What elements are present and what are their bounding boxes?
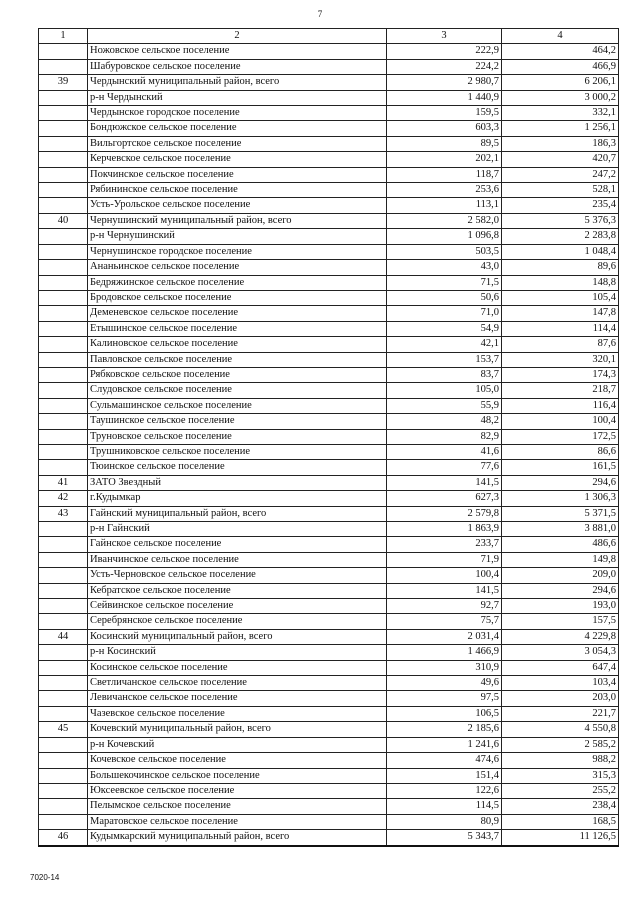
- table-row: [39, 106, 619, 121]
- table-row: [39, 568, 619, 583]
- value-col-4: 172,5: [502, 429, 619, 444]
- value-col-3: 253,6: [387, 183, 502, 198]
- territory-name: Керчевское сельское поселение: [88, 152, 387, 167]
- value-col-3: 141,5: [387, 583, 502, 598]
- table-row: [39, 583, 619, 598]
- value-col-3: 55,9: [387, 398, 502, 413]
- value-col-4: 647,4: [502, 660, 619, 675]
- value-col-4: 294,6: [502, 475, 619, 490]
- value-col-3: 114,5: [387, 799, 502, 814]
- value-col-4: 87,6: [502, 337, 619, 352]
- value-col-4: 105,4: [502, 290, 619, 305]
- value-col-3: 474,6: [387, 753, 502, 768]
- value-col-4: 1 048,4: [502, 244, 619, 259]
- value-col-3: 43,0: [387, 260, 502, 275]
- row-number: [39, 783, 88, 798]
- value-col-3: 100,4: [387, 568, 502, 583]
- territory-name: Трушниковское сельское поселение: [88, 444, 387, 459]
- territory-name: Павловское сельское поселение: [88, 352, 387, 367]
- table-row: [39, 121, 619, 136]
- table-row: [39, 552, 619, 567]
- table-row: [39, 768, 619, 783]
- table-row: [39, 537, 619, 552]
- table-row: [39, 753, 619, 768]
- header-col-1: 1: [39, 29, 88, 44]
- row-number: [39, 583, 88, 598]
- value-col-3: 71,0: [387, 306, 502, 321]
- value-col-4: 2 283,8: [502, 229, 619, 244]
- table-row: [39, 275, 619, 290]
- territory-name: Ножовское сельское поселение: [88, 44, 387, 59]
- value-col-3: 224,2: [387, 59, 502, 74]
- territory-name: р-н Чернушинский: [88, 229, 387, 244]
- table-body: [39, 44, 619, 846]
- row-number: [39, 568, 88, 583]
- table-row: [39, 691, 619, 706]
- table-row: [39, 460, 619, 475]
- value-col-4: 294,6: [502, 583, 619, 598]
- value-col-4: 5 371,5: [502, 506, 619, 521]
- territory-name: Юксеевское сельское поселение: [88, 783, 387, 798]
- value-col-3: 627,3: [387, 491, 502, 506]
- table-row: [39, 229, 619, 244]
- table-row: [39, 136, 619, 151]
- value-col-3: 2 185,6: [387, 722, 502, 737]
- value-col-3: 603,3: [387, 121, 502, 136]
- value-col-3: 153,7: [387, 352, 502, 367]
- territory-name: Светличанское сельское поселение: [88, 676, 387, 691]
- value-col-4: 5 376,3: [502, 213, 619, 228]
- table-row: [39, 614, 619, 629]
- value-col-4: 255,2: [502, 783, 619, 798]
- territory-name: р-н Чердынский: [88, 90, 387, 105]
- row-number: 43: [39, 506, 88, 521]
- table-row: [39, 244, 619, 259]
- table-row: [39, 522, 619, 537]
- table-row: [39, 676, 619, 691]
- value-col-3: 2 579,8: [387, 506, 502, 521]
- table-row: [39, 152, 619, 167]
- territory-name: Труновское сельское поселение: [88, 429, 387, 444]
- table-row: [39, 506, 619, 521]
- value-col-4: 116,4: [502, 398, 619, 413]
- value-col-3: 2 582,0: [387, 213, 502, 228]
- table-row: [39, 367, 619, 382]
- value-col-4: 221,7: [502, 706, 619, 721]
- table-row: [39, 645, 619, 660]
- row-number: [39, 290, 88, 305]
- territory-name: Слудовское сельское поселение: [88, 383, 387, 398]
- value-col-4: 4 229,8: [502, 629, 619, 644]
- value-col-3: 2 980,7: [387, 75, 502, 90]
- territory-name: Кочевский муниципальный район, всего: [88, 722, 387, 737]
- value-col-3: 233,7: [387, 537, 502, 552]
- footer-code: 7020-14: [30, 873, 60, 882]
- value-col-4: 174,3: [502, 367, 619, 382]
- territory-name: Бродовское сельское поселение: [88, 290, 387, 305]
- value-col-4: 466,9: [502, 59, 619, 74]
- value-col-3: 41,6: [387, 444, 502, 459]
- territory-name: Бондюжское сельское поселение: [88, 121, 387, 136]
- value-col-4: 100,4: [502, 414, 619, 429]
- table-row: [39, 429, 619, 444]
- table-row: [39, 398, 619, 413]
- row-number: [39, 183, 88, 198]
- territory-name: Етышинское сельское поселение: [88, 321, 387, 336]
- value-col-4: 1 306,3: [502, 491, 619, 506]
- value-col-4: 464,2: [502, 44, 619, 59]
- row-number: [39, 814, 88, 829]
- value-col-3: 1 466,9: [387, 645, 502, 660]
- table-row: [39, 337, 619, 352]
- row-number: [39, 59, 88, 74]
- value-col-3: 77,6: [387, 460, 502, 475]
- row-number: [39, 429, 88, 444]
- table-row: [39, 383, 619, 398]
- territory-name: Кочевское сельское поселение: [88, 753, 387, 768]
- value-col-4: 186,3: [502, 136, 619, 151]
- row-number: [39, 768, 88, 783]
- territory-name: Косинское сельское поселение: [88, 660, 387, 675]
- table-row: [39, 783, 619, 798]
- data-table: [38, 28, 619, 847]
- table-row: [39, 599, 619, 614]
- value-col-3: 48,2: [387, 414, 502, 429]
- value-col-3: 122,6: [387, 783, 502, 798]
- table-row: [39, 830, 619, 846]
- territory-name: Кебратское сельское поселение: [88, 583, 387, 598]
- value-col-4: 11 126,5: [502, 830, 619, 846]
- value-col-3: 159,5: [387, 106, 502, 121]
- value-col-4: 528,1: [502, 183, 619, 198]
- value-col-3: 71,9: [387, 552, 502, 567]
- table-row: [39, 90, 619, 105]
- value-col-4: 193,0: [502, 599, 619, 614]
- territory-name: Сейвинское сельское поселение: [88, 599, 387, 614]
- territory-name: Тюинское сельское поселение: [88, 460, 387, 475]
- row-number: 40: [39, 213, 88, 228]
- territory-name: Рябковское сельское поселение: [88, 367, 387, 382]
- territory-name: р-н Гайнский: [88, 522, 387, 537]
- territory-name: Таушинское сельское поселение: [88, 414, 387, 429]
- value-col-3: 1 096,8: [387, 229, 502, 244]
- value-col-4: 203,0: [502, 691, 619, 706]
- row-number: [39, 691, 88, 706]
- table-row: [39, 491, 619, 506]
- row-number: [39, 198, 88, 213]
- territory-name: Пелымское сельское поселение: [88, 799, 387, 814]
- territory-name: Усть-Черновское сельское поселение: [88, 568, 387, 583]
- row-number: 46: [39, 830, 88, 846]
- row-number: [39, 398, 88, 413]
- value-col-3: 118,7: [387, 167, 502, 182]
- table-row: [39, 629, 619, 644]
- row-number: [39, 152, 88, 167]
- row-number: [39, 599, 88, 614]
- row-number: 44: [39, 629, 88, 644]
- territory-name: Бедряжинское сельское поселение: [88, 275, 387, 290]
- territory-name: Чернушинский муниципальный район, всего: [88, 213, 387, 228]
- territory-name: Косинский муниципальный район, всего: [88, 629, 387, 644]
- header-col-2: 2: [88, 29, 387, 44]
- value-col-3: 80,9: [387, 814, 502, 829]
- territory-name: р-н Косинский: [88, 645, 387, 660]
- table-row: [39, 59, 619, 74]
- value-col-3: 151,4: [387, 768, 502, 783]
- value-col-3: 75,7: [387, 614, 502, 629]
- value-col-3: 97,5: [387, 691, 502, 706]
- territory-name: р-н Кочевский: [88, 737, 387, 752]
- table-row: [39, 799, 619, 814]
- value-col-4: 168,5: [502, 814, 619, 829]
- territory-name: Серебрянское сельское поселение: [88, 614, 387, 629]
- row-number: 45: [39, 722, 88, 737]
- territory-name: Сульмашинское сельское поселение: [88, 398, 387, 413]
- row-number: [39, 136, 88, 151]
- row-number: [39, 275, 88, 290]
- row-number: [39, 352, 88, 367]
- row-number: [39, 645, 88, 660]
- territory-name: Деменевское сельское поселение: [88, 306, 387, 321]
- value-col-3: 83,7: [387, 367, 502, 382]
- row-number: [39, 44, 88, 59]
- territory-name: Усть-Урольское сельское поселение: [88, 198, 387, 213]
- value-col-3: 105,0: [387, 383, 502, 398]
- value-col-3: 2 031,4: [387, 629, 502, 644]
- row-number: 42: [39, 491, 88, 506]
- value-col-3: 1 241,6: [387, 737, 502, 752]
- row-number: [39, 460, 88, 475]
- table-row: [39, 306, 619, 321]
- value-col-4: 486,6: [502, 537, 619, 552]
- value-col-4: 3 000,2: [502, 90, 619, 105]
- value-col-4: 148,8: [502, 275, 619, 290]
- page-number: 7: [317, 9, 323, 19]
- row-number: [39, 799, 88, 814]
- value-col-4: 315,3: [502, 768, 619, 783]
- table-row: [39, 321, 619, 336]
- table-header-row: [39, 29, 619, 44]
- value-col-3: 141,5: [387, 475, 502, 490]
- territory-name: Гайнский муниципальный район, всего: [88, 506, 387, 521]
- value-col-3: 1 440,9: [387, 90, 502, 105]
- row-number: [39, 706, 88, 721]
- value-col-3: 50,6: [387, 290, 502, 305]
- row-number: [39, 737, 88, 752]
- table-row: [39, 352, 619, 367]
- row-number: [39, 167, 88, 182]
- row-number: [39, 444, 88, 459]
- row-number: [39, 306, 88, 321]
- territory-name: Вильгортское сельское поселение: [88, 136, 387, 151]
- table-row: [39, 737, 619, 752]
- value-col-3: 49,6: [387, 676, 502, 691]
- value-col-4: 149,8: [502, 552, 619, 567]
- row-number: [39, 614, 88, 629]
- header-col-3: 3: [387, 29, 502, 44]
- table-row: [39, 198, 619, 213]
- value-col-4: 235,4: [502, 198, 619, 213]
- territory-name: Чернушинское городское поселение: [88, 244, 387, 259]
- table-row: [39, 290, 619, 305]
- value-col-4: 114,4: [502, 321, 619, 336]
- row-number: [39, 321, 88, 336]
- row-number: 41: [39, 475, 88, 490]
- table-row: [39, 167, 619, 182]
- territory-name: Чердынский муниципальный район, всего: [88, 75, 387, 90]
- territory-name: Левичанское сельское поселение: [88, 691, 387, 706]
- value-col-3: 82,9: [387, 429, 502, 444]
- row-number: [39, 660, 88, 675]
- value-col-4: 3 054,3: [502, 645, 619, 660]
- row-number: [39, 522, 88, 537]
- value-col-3: 54,9: [387, 321, 502, 336]
- value-col-4: 157,5: [502, 614, 619, 629]
- value-col-4: 147,8: [502, 306, 619, 321]
- table-row: [39, 183, 619, 198]
- value-col-4: 247,2: [502, 167, 619, 182]
- value-col-3: 503,5: [387, 244, 502, 259]
- value-col-3: 310,9: [387, 660, 502, 675]
- value-col-3: 89,5: [387, 136, 502, 151]
- table-row: [39, 44, 619, 59]
- row-number: [39, 367, 88, 382]
- territory-name: ЗАТО Звездный: [88, 475, 387, 490]
- territory-name: Гайнское сельское поселение: [88, 537, 387, 552]
- value-col-4: 86,6: [502, 444, 619, 459]
- table-row: [39, 706, 619, 721]
- table-row: [39, 814, 619, 829]
- value-col-3: 113,1: [387, 198, 502, 213]
- value-col-3: 106,5: [387, 706, 502, 721]
- table-row: [39, 475, 619, 490]
- table-row: [39, 722, 619, 737]
- row-number: [39, 229, 88, 244]
- table-row: [39, 660, 619, 675]
- value-col-4: 4 550,8: [502, 722, 619, 737]
- territory-name: г.Кудымкар: [88, 491, 387, 506]
- territory-name: Рябининское сельское поселение: [88, 183, 387, 198]
- row-number: [39, 753, 88, 768]
- value-col-4: 6 206,1: [502, 75, 619, 90]
- value-col-4: 238,4: [502, 799, 619, 814]
- value-col-3: 5 343,7: [387, 830, 502, 846]
- value-col-4: 89,6: [502, 260, 619, 275]
- row-number: [39, 106, 88, 121]
- table-row: [39, 213, 619, 228]
- territory-name: Большекочинское сельское поселение: [88, 768, 387, 783]
- value-col-4: 988,2: [502, 753, 619, 768]
- territory-name: Ананьинское сельское поселение: [88, 260, 387, 275]
- value-col-4: 332,1: [502, 106, 619, 121]
- value-col-3: 202,1: [387, 152, 502, 167]
- value-col-4: 209,0: [502, 568, 619, 583]
- row-number: [39, 337, 88, 352]
- table-row: [39, 414, 619, 429]
- row-number: [39, 121, 88, 136]
- territory-name: Шабуровское сельское поселение: [88, 59, 387, 74]
- territory-name: Маратовское сельское поселение: [88, 814, 387, 829]
- row-number: [39, 90, 88, 105]
- value-col-4: 161,5: [502, 460, 619, 475]
- value-col-4: 218,7: [502, 383, 619, 398]
- value-col-4: 3 881,0: [502, 522, 619, 537]
- table-row: [39, 260, 619, 275]
- value-col-3: 42,1: [387, 337, 502, 352]
- row-number: [39, 552, 88, 567]
- header-col-4: 4: [502, 29, 619, 44]
- row-number: [39, 414, 88, 429]
- value-col-3: 1 863,9: [387, 522, 502, 537]
- territory-name: Чердынское городское поселение: [88, 106, 387, 121]
- territory-name: Кудымкарский муниципальный район, всего: [88, 830, 387, 846]
- table-row: [39, 444, 619, 459]
- value-col-4: 1 256,1: [502, 121, 619, 136]
- row-number: [39, 383, 88, 398]
- row-number: [39, 537, 88, 552]
- value-col-3: 92,7: [387, 599, 502, 614]
- value-col-4: 320,1: [502, 352, 619, 367]
- territory-name: Калиновское сельское поселение: [88, 337, 387, 352]
- value-col-3: 71,5: [387, 275, 502, 290]
- row-number: [39, 260, 88, 275]
- territory-name: Чазевское сельское поселение: [88, 706, 387, 721]
- value-col-4: 420,7: [502, 152, 619, 167]
- territory-name: Иванчинское сельское поселение: [88, 552, 387, 567]
- row-number: [39, 676, 88, 691]
- row-number: 39: [39, 75, 88, 90]
- value-col-4: 103,4: [502, 676, 619, 691]
- table-row: [39, 75, 619, 90]
- value-col-3: 222,9: [387, 44, 502, 59]
- value-col-4: 2 585,2: [502, 737, 619, 752]
- row-number: [39, 244, 88, 259]
- territory-name: Покчинское сельское поселение: [88, 167, 387, 182]
